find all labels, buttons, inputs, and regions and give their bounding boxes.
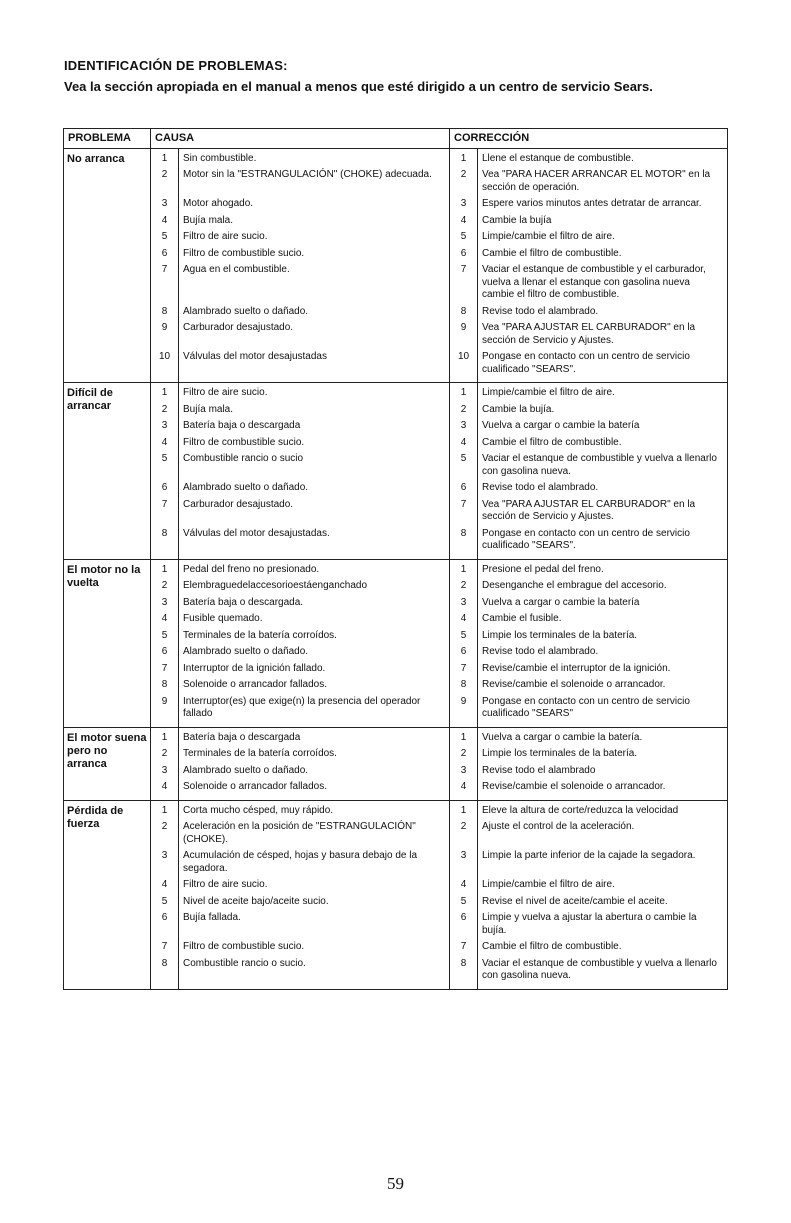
fix-number: 2 xyxy=(460,748,467,759)
cause-text: Carburador desajustado. xyxy=(183,498,294,510)
cause-number: 7 xyxy=(161,662,168,674)
table-header-row xyxy=(64,129,728,149)
cause-number: 1 xyxy=(161,804,168,816)
cause-text: Terminales de la batería corroídos. xyxy=(183,748,337,759)
cause-text: Agua en el combustible. xyxy=(183,264,290,275)
fix-number: 4 xyxy=(460,214,467,226)
cause-text: Filtro de combustible sucio. xyxy=(183,436,305,448)
fix-number: 7 xyxy=(460,498,467,510)
fix-number: 8 xyxy=(460,957,467,969)
cause-number: 3 xyxy=(161,596,168,608)
corr-list xyxy=(478,560,727,727)
cause-number: 2 xyxy=(161,821,168,832)
fix-number: 4 xyxy=(460,436,467,448)
cause-text: Válvulas del motor desajustadas xyxy=(183,351,327,362)
fix-text: Cambie la bujía. xyxy=(482,403,555,415)
fix-number: 8 xyxy=(460,527,467,539)
cause-number: 1 xyxy=(161,152,168,164)
num2-cell xyxy=(450,383,478,560)
cause-text: Válvulas del motor desajustadas. xyxy=(183,527,330,539)
cause-number: 3 xyxy=(161,420,168,431)
causa-list xyxy=(179,383,449,559)
cause-number: 8 xyxy=(161,305,168,317)
cause-text: Motor sin la "ESTRANGULACIÓN" (CHOKE) adecuada. xyxy=(183,169,432,180)
table-section-row xyxy=(64,800,728,989)
fix-number: 4 xyxy=(460,879,467,890)
fix-text: Ajuste el control de la aceleración. xyxy=(482,821,635,832)
fix-text: Espere varios minutos antes detratar de arrancar. xyxy=(482,198,702,209)
fix-text: Pongase en contacto con un centro de servicio cualificado "SEARS". xyxy=(482,351,690,375)
fix-text: Limpie los terminales de la batería. xyxy=(482,748,638,759)
fix-number: 2 xyxy=(460,403,467,415)
fix-text: Desenganche el embrague del accesorio. xyxy=(482,580,667,591)
corr-cell xyxy=(478,800,728,989)
fix-number: 3 xyxy=(460,764,467,776)
causa-list xyxy=(179,728,449,800)
problem-cell: Pérdida de fuerza xyxy=(64,800,151,989)
num2-cell xyxy=(450,800,478,989)
causa-cell xyxy=(179,800,450,989)
fix-number: 5 xyxy=(460,231,467,242)
cause-number: 7 xyxy=(161,498,168,510)
cause-text: Bujía fallada. xyxy=(183,912,241,923)
cause-text: Alambrado suelto o dañado. xyxy=(183,482,309,493)
problem-cell: El motor suena pero no arranca xyxy=(64,727,151,800)
page-header xyxy=(64,58,744,94)
causa-list xyxy=(179,560,449,727)
fix-text: Cambie el filtro de combustible. xyxy=(482,247,622,259)
cause-number: 6 xyxy=(161,912,168,923)
fix-number: 7 xyxy=(460,662,467,674)
cause-number: 3 xyxy=(161,764,168,776)
fix-number: 7 xyxy=(460,941,467,952)
causa-cell xyxy=(179,727,450,800)
cause-text: Corta mucho césped, muy rápido. xyxy=(183,804,334,816)
fix-number: 1 xyxy=(460,387,467,398)
fix-text: Vuelva a cargar o cambie la batería xyxy=(482,596,640,608)
fix-number: 6 xyxy=(460,482,467,493)
cause-number: 5 xyxy=(161,895,168,907)
fix-number: 9 xyxy=(460,695,467,707)
num2-list xyxy=(450,383,477,559)
cause-number: 2 xyxy=(161,580,168,591)
fix-text: Revise todo el alambrado xyxy=(482,764,596,776)
num1-cell xyxy=(151,559,179,727)
fix-text: Limpie la parte inferior de la cajade la segadora. xyxy=(482,850,696,861)
cause-number: 4 xyxy=(161,879,168,890)
cause-number: 4 xyxy=(161,436,168,448)
num1-list xyxy=(151,728,178,800)
cause-text: Solenoide o arrancador fallados. xyxy=(183,679,327,690)
fix-number: 2 xyxy=(460,821,467,832)
corr-list xyxy=(478,383,727,559)
cause-text: Aceleración en la posición de "ESTRANGULACIÓN" (CHOKE). xyxy=(183,821,416,845)
fix-text: Cambie el fusible. xyxy=(482,613,562,624)
fix-text: Eleve la altura de corte/reduzca la velocidad xyxy=(482,804,679,816)
fix-number: 3 xyxy=(460,198,467,209)
table-body xyxy=(64,148,728,989)
cause-number: 1 xyxy=(161,731,168,743)
fix-text: Vuelva a cargar o cambie la batería. xyxy=(482,731,643,743)
cause-text: Bujía mala. xyxy=(183,403,234,415)
cause-number: 2 xyxy=(161,748,168,759)
cause-number: 8 xyxy=(161,527,168,539)
num1-list xyxy=(151,149,178,383)
fix-number: 6 xyxy=(460,912,467,923)
fix-number: 3 xyxy=(460,420,467,431)
num2-cell xyxy=(450,148,478,383)
cause-text: Filtro de combustible sucio. xyxy=(183,247,305,259)
cause-number: 10 xyxy=(158,351,171,362)
table-section-row xyxy=(64,383,728,560)
cause-number: 2 xyxy=(161,169,168,180)
fix-number: 9 xyxy=(460,322,467,333)
table-section-row xyxy=(64,727,728,800)
problem-cell: El motor no la vuelta xyxy=(64,559,151,727)
page-title: IDENTIFICACIÓN DE PROBLEMAS: xyxy=(64,58,288,73)
cause-text: Terminales de la batería corroídos. xyxy=(183,629,337,641)
fix-number: 8 xyxy=(460,305,467,317)
fix-number: 4 xyxy=(460,613,467,624)
corr-cell xyxy=(478,727,728,800)
fix-text: Cambie el filtro de combustible. xyxy=(482,941,622,952)
causa-cell xyxy=(179,383,450,560)
fix-text: Vaciar el estanque de combustible y el carburador, vuelva a llenar el estanque con gasolina nueva cambie el filtro de combustible. xyxy=(482,264,706,300)
cause-number: 6 xyxy=(161,482,168,493)
fix-text: Revise/cambie el interruptor de la ignición. xyxy=(482,662,671,674)
fix-text: Pongase en contacto con un centro de servicio cualificado "SEARS". xyxy=(482,527,690,551)
causa-cell xyxy=(179,559,450,727)
cause-number: 8 xyxy=(161,957,168,969)
cause-number: 1 xyxy=(161,563,168,575)
num2-list xyxy=(450,728,477,800)
cause-text: Fusible quemado. xyxy=(183,613,263,624)
cause-text: Combustible rancio o sucio. xyxy=(183,957,306,969)
fix-text: Vea "PARA AJUSTAR EL CARBURADOR" en la sección de Servicio y Ajustes. xyxy=(482,498,696,522)
corr-cell xyxy=(478,559,728,727)
fix-number: 5 xyxy=(460,895,467,907)
causa-list xyxy=(179,801,449,989)
fix-number: 10 xyxy=(457,351,470,362)
header-correccion: CORRECCIÓN xyxy=(450,129,728,149)
cause-text: Filtro de aire sucio. xyxy=(183,387,268,398)
table-section-row xyxy=(64,559,728,727)
cause-number: 5 xyxy=(161,629,168,641)
fix-number: 3 xyxy=(460,596,467,608)
cause-text: Interruptor de la ignición fallado. xyxy=(183,662,326,674)
cause-number: 5 xyxy=(161,453,168,464)
fix-text: Presione el pedal del freno. xyxy=(482,563,604,575)
cause-text: Batería baja o descargada. xyxy=(183,596,304,608)
cause-text: Filtro de aire sucio. xyxy=(183,231,268,242)
fix-number: 8 xyxy=(460,679,467,690)
fix-text: Limpie/cambie el filtro de aire. xyxy=(482,387,615,398)
cause-number: 7 xyxy=(161,264,168,275)
cause-number: 8 xyxy=(161,679,168,690)
page-number: 59 xyxy=(387,1174,404,1193)
causa-cell xyxy=(179,148,450,383)
problem-cell: Difícil de arrancar xyxy=(64,383,151,560)
fix-text: Revise/cambie el solenoide o arrancador. xyxy=(482,679,666,690)
fix-number: 7 xyxy=(460,264,467,275)
fix-text: Vaciar el estanque de combustible y vuelva a llenarlo con gasolina nueva. xyxy=(482,957,717,981)
fix-number: 1 xyxy=(460,731,467,743)
fix-text: Revise todo el alambrado. xyxy=(482,305,599,317)
fix-text: Vea "PARA AJUSTAR EL CARBURADOR" en la sección de Servicio y Ajustes. xyxy=(482,322,696,346)
cause-number: 3 xyxy=(161,198,168,209)
num2-list xyxy=(450,149,477,383)
cause-text: Combustible rancio o sucio xyxy=(183,453,304,464)
cause-text: Batería baja o descargada xyxy=(183,420,301,431)
page-subtitle: Vea la sección apropiada en el manual a menos que esté dirigido a un centro de servicio Sears. xyxy=(64,79,653,94)
num1-list xyxy=(151,560,178,727)
num2-cell xyxy=(450,727,478,800)
cause-number: 7 xyxy=(161,941,168,952)
cause-text: Interruptor(es) que exige(n) la presencia del operador fallado xyxy=(183,695,421,719)
fix-number: 3 xyxy=(460,850,467,861)
cause-text: Batería baja o descargada xyxy=(183,731,301,743)
fix-text: Revise el nivel de aceite/cambie el aceite. xyxy=(482,895,668,907)
cause-text: Sin combustible. xyxy=(183,152,257,164)
fix-text: Vuelva a cargar o cambie la batería xyxy=(482,420,640,431)
cause-text: Solenoide o arrancador fallados. xyxy=(183,781,327,792)
fix-text: Limpie/cambie el filtro de aire. xyxy=(482,231,615,242)
fix-number: 2 xyxy=(460,580,467,591)
cause-number: 1 xyxy=(161,387,168,398)
num1-list xyxy=(151,383,178,559)
corr-cell xyxy=(478,148,728,383)
num1-cell xyxy=(151,727,179,800)
cause-text: Bujía mala. xyxy=(183,214,234,226)
fix-number: 1 xyxy=(460,804,467,816)
table-section-row xyxy=(64,148,728,383)
troubleshooting-table xyxy=(63,128,728,990)
fix-text: Limpie y vuelva a ajustar la abertura o cambie la bujía. xyxy=(482,912,697,936)
num1-list xyxy=(151,801,178,989)
causa-list xyxy=(179,149,449,383)
corr-list xyxy=(478,149,727,383)
num2-cell xyxy=(450,559,478,727)
header-causa: CAUSA xyxy=(151,129,450,149)
header-problema: PROBLEMA xyxy=(64,129,151,149)
num1-cell xyxy=(151,383,179,560)
fix-text: Limpie los terminales de la batería. xyxy=(482,629,638,641)
fix-number: 4 xyxy=(460,781,467,792)
cause-text: Pedal del freno no presionado. xyxy=(183,563,320,575)
cause-text: Motor ahogado. xyxy=(183,198,254,209)
fix-text: Pongase en contacto con un centro de servicio cualificado "SEARS" xyxy=(482,695,690,719)
fix-number: 5 xyxy=(460,453,467,464)
fix-text: Limpie/cambie el filtro de aire. xyxy=(482,879,615,890)
cause-text: Elembraguedelaccesorioestáenganchado xyxy=(183,580,368,591)
corr-list xyxy=(478,801,727,989)
cause-number: 9 xyxy=(161,322,168,333)
num2-list xyxy=(450,801,477,989)
cause-text: Alambrado suelto o dañado. xyxy=(183,764,309,776)
fix-number: 1 xyxy=(460,563,467,575)
num2-list xyxy=(450,560,477,727)
fix-number: 6 xyxy=(460,247,467,259)
cause-number: 4 xyxy=(161,613,168,624)
fix-text: Revise todo el alambrado. xyxy=(482,646,599,657)
num1-cell xyxy=(151,148,179,383)
fix-number: 1 xyxy=(460,152,467,164)
cause-number: 2 xyxy=(161,403,168,415)
cause-text: Nivel de aceite bajo/aceite sucio. xyxy=(183,895,329,907)
fix-number: 6 xyxy=(460,646,467,657)
cause-number: 3 xyxy=(161,850,168,861)
cause-text: Filtro de combustible sucio. xyxy=(183,941,305,952)
fix-number: 5 xyxy=(460,629,467,641)
cause-text: Alambrado suelto o dañado. xyxy=(183,646,309,657)
cause-number: 5 xyxy=(161,231,168,242)
cause-text: Carburador desajustado. xyxy=(183,322,294,333)
cause-number: 4 xyxy=(161,214,168,226)
cause-number: 6 xyxy=(161,646,168,657)
num1-cell xyxy=(151,800,179,989)
cause-number: 4 xyxy=(161,781,168,792)
corr-list xyxy=(478,728,727,800)
fix-text: Vaciar el estanque de combustible y vuelva a llenarlo con gasolina nueva. xyxy=(482,453,717,477)
fix-text: Revise todo el alambrado. xyxy=(482,482,599,493)
cause-text: Filtro de aire sucio. xyxy=(183,879,268,890)
problem-cell: No arranca xyxy=(64,148,151,383)
fix-number: 2 xyxy=(460,169,467,180)
fix-text: Cambie la bujía xyxy=(482,214,552,226)
fix-text: Revise/cambie el solenoide o arrancador. xyxy=(482,781,666,792)
cause-number: 6 xyxy=(161,247,168,259)
corr-cell xyxy=(478,383,728,560)
cause-text: Acumulación de césped, hojas y basura debajo de la segadora. xyxy=(183,850,418,874)
cause-text: Alambrado suelto o dañado. xyxy=(183,305,309,317)
fix-text: Llene el estanque de combustible. xyxy=(482,152,634,164)
fix-text: Vea "PARA HACER ARRANCAR EL MOTOR" en la sección de operación. xyxy=(482,169,711,193)
cause-number: 9 xyxy=(161,695,168,707)
fix-text: Cambie el filtro de combustible. xyxy=(482,436,622,448)
